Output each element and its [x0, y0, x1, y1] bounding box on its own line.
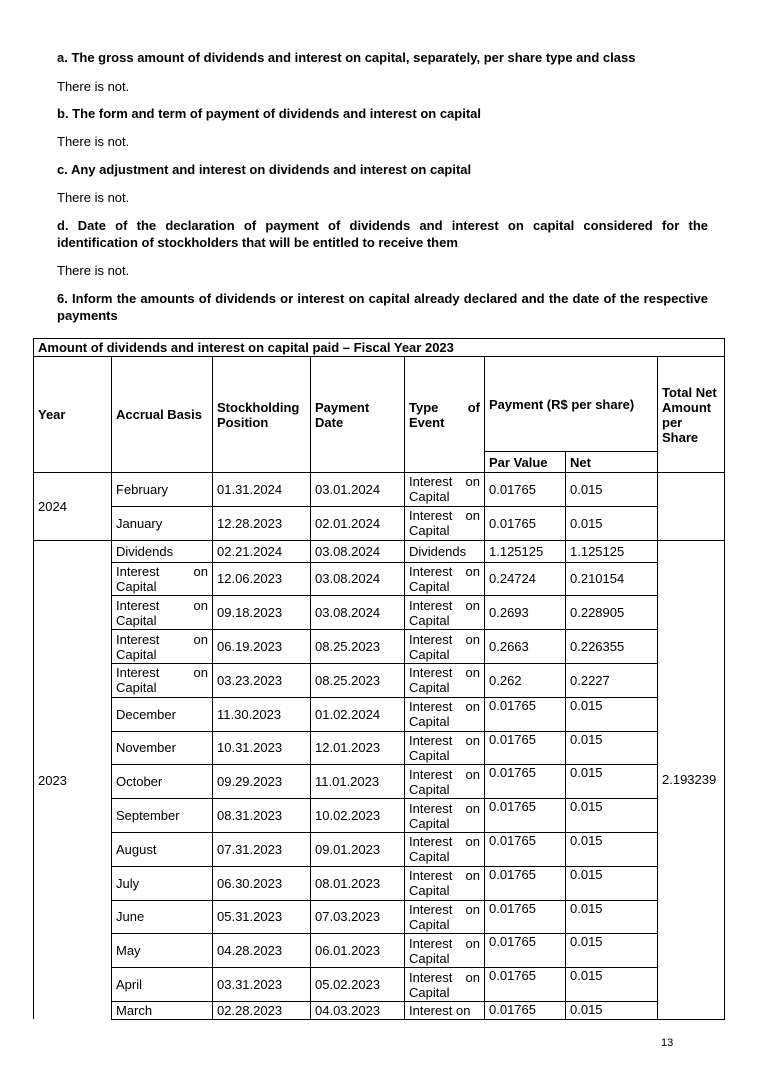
header-year: Year — [34, 357, 112, 473]
net-cell: 0.015 — [566, 473, 658, 507]
accrual-cell: Interest on Capital — [112, 562, 213, 596]
accrual-cell: November — [112, 731, 213, 765]
par-value-cell: 0.01765 — [485, 934, 566, 968]
net-cell: 0.2227 — [566, 663, 658, 697]
text-d: There is not. — [57, 263, 130, 278]
type-cell: Interest on — [405, 1001, 485, 1019]
page-number: 13 — [661, 1037, 674, 1049]
heading-a: a. The gross amount of dividends and interest on capital, separately, per share type and class — [57, 50, 636, 65]
heading-6: 6. Inform the amounts of dividends or interest on capital already declared and the date of the respective payments — [57, 291, 708, 323]
payment-date-cell: 03.08.2024 — [311, 596, 405, 630]
payment-date-cell: 06.01.2023 — [311, 934, 405, 968]
stockholding-cell: 08.31.2023 — [213, 799, 311, 833]
accrual-cell: Interest on Capital — [112, 630, 213, 664]
stockholding-cell: 07.31.2023 — [213, 832, 311, 866]
net-cell: 0.015 — [566, 934, 658, 968]
net-cell: 0.015 — [566, 968, 658, 1002]
dividends-table — [33, 338, 725, 1020]
type-cell: Interest on Capital — [405, 663, 485, 697]
table-row — [34, 765, 725, 799]
accrual-cell: October — [112, 765, 213, 799]
table-row — [34, 900, 725, 934]
accrual-cell: August — [112, 832, 213, 866]
net-cell: 0.015 — [566, 866, 658, 900]
par-value-cell: 0.01765 — [485, 900, 566, 934]
heading-b: b. The form and term of payment of dividends and interest on capital — [57, 106, 481, 121]
table-row — [34, 506, 725, 540]
stockholding-cell: 06.30.2023 — [213, 866, 311, 900]
net-cell: 0.015 — [566, 832, 658, 866]
payment-date-cell: 08.01.2023 — [311, 866, 405, 900]
table-row — [34, 832, 725, 866]
payment-date-cell: 02.01.2024 — [311, 506, 405, 540]
par-value-cell: 0.2663 — [485, 630, 566, 664]
text-c: There is not. — [57, 190, 130, 205]
type-cell: Interest on Capital — [405, 562, 485, 596]
payment-date-cell: 03.08.2024 — [311, 540, 405, 562]
text-a: There is not. — [57, 79, 130, 94]
type-cell: Interest on Capital — [405, 630, 485, 664]
par-value-cell: 0.01765 — [485, 832, 566, 866]
accrual-cell: Interest on Capital — [112, 596, 213, 630]
year-cell: 2024 — [34, 473, 112, 541]
stockholding-cell: 12.28.2023 — [213, 506, 311, 540]
type-cell: Interest on Capital — [405, 596, 485, 630]
payment-date-cell: 04.03.2023 — [311, 1001, 405, 1019]
table-row — [34, 731, 725, 765]
table-row — [34, 630, 725, 664]
table-row — [34, 697, 725, 731]
stockholding-cell: 01.31.2024 — [213, 473, 311, 507]
table-row — [34, 473, 725, 507]
accrual-cell: April — [112, 968, 213, 1002]
par-value-cell: 0.01765 — [485, 473, 566, 507]
par-value-cell: 0.24724 — [485, 562, 566, 596]
par-value-cell: 0.01765 — [485, 866, 566, 900]
stockholding-cell: 02.21.2024 — [213, 540, 311, 562]
header-payment: Payment (R$ per share) — [485, 357, 658, 452]
header-par: Par Value — [485, 452, 566, 473]
accrual-cell: September — [112, 799, 213, 833]
stockholding-cell: 05.31.2023 — [213, 900, 311, 934]
net-cell: 0.226355 — [566, 630, 658, 664]
payment-date-cell: 11.01.2023 — [311, 765, 405, 799]
payment-date-cell: 01.02.2024 — [311, 697, 405, 731]
accrual-cell: January — [112, 506, 213, 540]
stockholding-cell: 10.31.2023 — [213, 731, 311, 765]
stockholding-cell: 03.31.2023 — [213, 968, 311, 1002]
stockholding-cell: 06.19.2023 — [213, 630, 311, 664]
header-payment-date: Payment Date — [311, 357, 405, 473]
payment-date-cell: 07.03.2023 — [311, 900, 405, 934]
stockholding-cell: 02.28.2023 — [213, 1001, 311, 1019]
par-value-cell: 0.01765 — [485, 968, 566, 1002]
net-cell: 0.228905 — [566, 596, 658, 630]
stockholding-cell: 11.30.2023 — [213, 697, 311, 731]
header-accrual: Accrual Basis — [112, 357, 213, 473]
accrual-cell: December — [112, 697, 213, 731]
net-cell: 0.015 — [566, 731, 658, 765]
table-row — [34, 540, 725, 562]
table-title: Amount of dividends and interest on capital paid – Fiscal Year 2023 — [34, 339, 725, 357]
payment-date-cell: 05.02.2023 — [311, 968, 405, 1002]
type-cell: Interest on Capital — [405, 765, 485, 799]
par-value-cell: 0.01765 — [485, 1001, 566, 1019]
type-cell: Interest on Capital — [405, 799, 485, 833]
header-type: Type of Event — [405, 357, 485, 473]
accrual-cell: Dividends — [112, 540, 213, 562]
table-row — [34, 968, 725, 1002]
heading-d: d. Date of the declaration of payment of dividends and interest on capital considered for the identification of stockholders that will be entitled to receive them — [57, 218, 708, 250]
type-cell: Interest on Capital — [405, 473, 485, 507]
type-cell: Interest on Capital — [405, 866, 485, 900]
net-cell: 0.015 — [566, 799, 658, 833]
par-value-cell: 0.01765 — [485, 506, 566, 540]
table-row — [34, 596, 725, 630]
net-cell: 0.210154 — [566, 562, 658, 596]
year-cell: 2023 — [34, 540, 112, 1019]
par-value-cell: 0.262 — [485, 663, 566, 697]
par-value-cell: 0.01765 — [485, 697, 566, 731]
header-net: Net — [566, 452, 658, 473]
payment-date-cell: 03.08.2024 — [311, 562, 405, 596]
header-total: Total Net Amount per Share — [658, 357, 725, 473]
table-row — [34, 1001, 725, 1019]
table-row — [34, 799, 725, 833]
stockholding-cell: 03.23.2023 — [213, 663, 311, 697]
accrual-cell: June — [112, 900, 213, 934]
par-value-cell: 1.125125 — [485, 540, 566, 562]
payment-date-cell: 08.25.2023 — [311, 663, 405, 697]
payment-date-cell: 03.01.2024 — [311, 473, 405, 507]
accrual-cell: Interest on Capital — [112, 663, 213, 697]
heading-c: c. Any adjustment and interest on dividends and interest on capital — [57, 162, 472, 177]
stockholding-cell: 04.28.2023 — [213, 934, 311, 968]
accrual-cell: February — [112, 473, 213, 507]
header-stockholding: Stockholding Position — [213, 357, 311, 473]
par-value-cell: 0.2693 — [485, 596, 566, 630]
net-cell: 0.015 — [566, 1001, 658, 1019]
type-cell: Interest on Capital — [405, 832, 485, 866]
accrual-cell: May — [112, 934, 213, 968]
stockholding-cell: 12.06.2023 — [213, 562, 311, 596]
payment-date-cell: 09.01.2023 — [311, 832, 405, 866]
payment-date-cell: 12.01.2023 — [311, 731, 405, 765]
type-cell: Interest on Capital — [405, 968, 485, 1002]
net-cell: 0.015 — [566, 765, 658, 799]
type-cell: Interest on Capital — [405, 900, 485, 934]
net-cell: 0.015 — [566, 697, 658, 731]
table-row — [34, 562, 725, 596]
net-cell: 0.015 — [566, 506, 658, 540]
payment-date-cell: 10.02.2023 — [311, 799, 405, 833]
accrual-cell: July — [112, 866, 213, 900]
par-value-cell: 0.01765 — [485, 765, 566, 799]
total-net-cell: 2.193239 — [658, 540, 725, 1019]
net-cell: 1.125125 — [566, 540, 658, 562]
payment-date-cell: 08.25.2023 — [311, 630, 405, 664]
type-cell: Dividends — [405, 540, 485, 562]
text-b: There is not. — [57, 134, 130, 149]
net-cell: 0.015 — [566, 900, 658, 934]
table-row — [34, 663, 725, 697]
type-cell: Interest on Capital — [405, 506, 485, 540]
table-row — [34, 866, 725, 900]
stockholding-cell: 09.18.2023 — [213, 596, 311, 630]
stockholding-cell: 09.29.2023 — [213, 765, 311, 799]
par-value-cell: 0.01765 — [485, 799, 566, 833]
type-cell: Interest on Capital — [405, 731, 485, 765]
type-cell: Interest on Capital — [405, 934, 485, 968]
accrual-cell: March — [112, 1001, 213, 1019]
table-row — [34, 934, 725, 968]
total-net-cell — [658, 473, 725, 541]
par-value-cell: 0.01765 — [485, 731, 566, 765]
type-cell: Interest on Capital — [405, 697, 485, 731]
